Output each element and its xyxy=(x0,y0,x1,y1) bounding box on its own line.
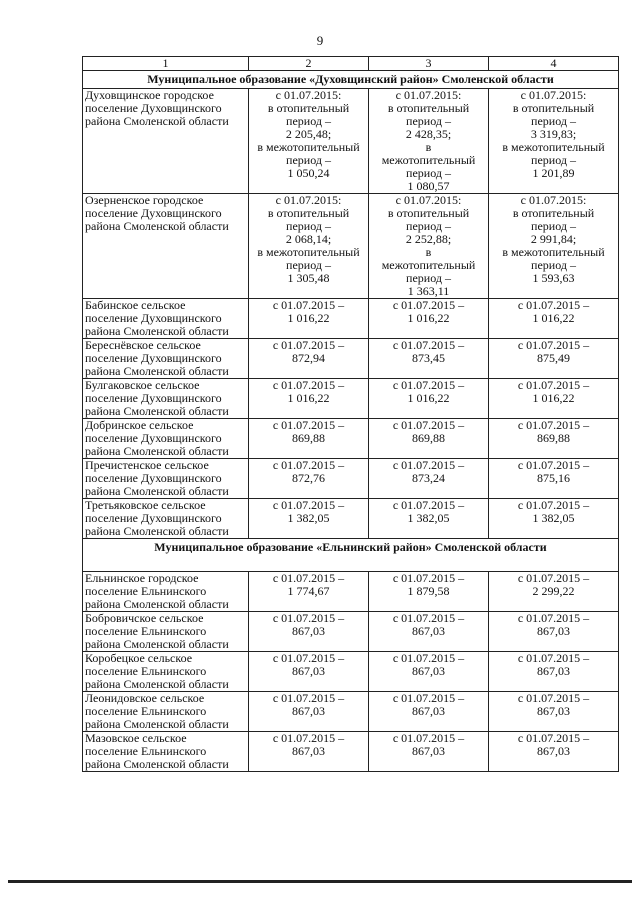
tariff-value-cell xyxy=(489,379,619,419)
tariff-value-line: 867,03 xyxy=(412,744,445,758)
tariff-value-cell xyxy=(369,652,489,692)
tariff-value-line: в xyxy=(425,245,432,259)
tariff-value-cell xyxy=(489,459,619,499)
settlement-name-line: поселение Духовщинского xyxy=(85,391,222,405)
tariff-value-line: 867,03 xyxy=(292,704,325,718)
settlement-name-cell xyxy=(83,379,249,419)
tariff-value-line: в отопительный xyxy=(267,206,350,220)
settlement-name-line: Коробецкое сельское xyxy=(85,651,193,665)
tariff-value-line: период – xyxy=(406,219,451,233)
tariff-value-line: 2 299,22 xyxy=(532,584,575,598)
tariff-value-line: период – xyxy=(531,153,576,167)
tariff-value-line: 867,03 xyxy=(292,624,325,638)
tariff-value-cell xyxy=(369,194,489,299)
settlement-name-line: Мазовское сельское xyxy=(85,731,187,745)
settlement-name-line: района Смоленской области xyxy=(85,637,229,651)
settlement-name-line: района Смоленской области xyxy=(85,677,229,691)
table-row xyxy=(83,692,619,732)
tariff-value-line: в межотопительный xyxy=(502,245,605,259)
tariff-value-line: 873,24 xyxy=(412,471,445,485)
tariff-value-line: с 01.07.2015 – xyxy=(272,731,345,745)
section-title: Муниципальное образование «Духовщинский район» Смоленской области xyxy=(83,71,619,89)
tariff-value-line: 1 016,22 xyxy=(532,311,575,325)
tariff-value-cell xyxy=(249,652,369,692)
tariff-value-line: с 01.07.2015 – xyxy=(392,378,465,392)
tariff-value-line: 869,88 xyxy=(537,431,570,445)
tariff-value-line: с 01.07.2015 – xyxy=(517,498,590,512)
tariff-value-line: 2 428,35; xyxy=(405,127,452,141)
tariff-value-line: 1 593,63 xyxy=(532,271,575,285)
tariff-value-cell xyxy=(249,612,369,652)
tariff-value-cell xyxy=(369,572,489,612)
tariff-value-cell xyxy=(489,732,619,772)
tariff-value-cell xyxy=(489,299,619,339)
settlement-name-line: Бабинское сельское xyxy=(85,298,186,312)
table-row xyxy=(83,419,619,459)
column-number-row xyxy=(83,57,619,71)
tariff-value-line: с 01.07.2015 – xyxy=(392,338,465,352)
tariff-value-cell xyxy=(249,194,369,299)
settlement-name-cell xyxy=(83,339,249,379)
tariff-value-line: с 01.07.2015 – xyxy=(517,731,590,745)
settlement-name-line: Пречистенское сельское xyxy=(85,458,209,472)
tariff-value-line: 1 382,05 xyxy=(532,511,575,525)
settlement-name-cell xyxy=(83,652,249,692)
tariff-value-cell xyxy=(489,572,619,612)
settlement-name-line: Бобровичское сельское xyxy=(85,611,204,625)
tariff-value-line: 1 016,22 xyxy=(287,311,330,325)
tariff-value-line: в xyxy=(425,140,432,154)
tariff-value-line: 867,03 xyxy=(412,664,445,678)
table-row xyxy=(83,652,619,692)
settlement-name-cell xyxy=(83,89,249,194)
tariff-value-cell xyxy=(369,612,489,652)
tariff-value-line: с 01.07.2015: xyxy=(520,88,587,102)
tariff-value-line: с 01.07.2015 – xyxy=(517,691,590,705)
settlement-name-cell xyxy=(83,459,249,499)
tariff-value-line: 1 382,05 xyxy=(407,511,450,525)
tariff-value-line: 1 080,57 xyxy=(407,179,450,193)
tariff-value-cell xyxy=(489,499,619,539)
table-row xyxy=(83,732,619,772)
tariff-value-line: с 01.07.2015 – xyxy=(392,298,465,312)
settlement-name-line: поселение Ельнинского xyxy=(85,744,207,758)
tariff-value-line: 869,88 xyxy=(412,431,445,445)
tariff-value-line: межотопительный xyxy=(381,258,476,272)
tariff-value-line: с 01.07.2015 – xyxy=(272,338,345,352)
section-header-row xyxy=(83,71,619,89)
tariff-value-cell xyxy=(369,459,489,499)
tariff-value-line: с 01.07.2015 – xyxy=(517,418,590,432)
settlement-name-line: поселение Духовщинского xyxy=(85,511,222,525)
tariff-value-line: с 01.07.2015: xyxy=(275,193,342,207)
tariff-value-cell xyxy=(249,459,369,499)
tariff-value-cell xyxy=(369,692,489,732)
settlement-name-line: района Смоленской области xyxy=(85,524,229,538)
tariff-value-line: с 01.07.2015: xyxy=(520,193,587,207)
footer-rule xyxy=(8,880,632,883)
settlement-name-cell xyxy=(83,419,249,459)
tariff-value-line: с 01.07.2015 – xyxy=(272,651,345,665)
tariff-value-line: 1 016,22 xyxy=(407,311,450,325)
settlement-name-line: Третьяковское сельское xyxy=(85,498,206,512)
tariff-value-line: с 01.07.2015 – xyxy=(392,651,465,665)
tariff-value-line: 872,94 xyxy=(292,351,325,365)
tariff-value-line: 867,03 xyxy=(292,744,325,758)
tariff-value-cell xyxy=(249,89,369,194)
tariff-value-cell xyxy=(249,379,369,419)
settlement-name-line: Духовщинское городское xyxy=(85,88,214,102)
tariff-value-line: 1 201,89 xyxy=(532,166,575,180)
tariff-value-line: в межотопительный xyxy=(257,245,360,259)
tariff-value-cell xyxy=(249,299,369,339)
tariff-value-line: с 01.07.2015 – xyxy=(272,611,345,625)
tariff-value-line: 867,03 xyxy=(537,704,570,718)
settlement-name-line: поселение Ельнинского xyxy=(85,664,207,678)
tariff-value-cell xyxy=(489,194,619,299)
table-row xyxy=(83,299,619,339)
settlement-name-line: поселение Духовщинского xyxy=(85,351,222,365)
settlement-name-line: поселение Ельнинского xyxy=(85,584,207,598)
tariff-value-line: 869,88 xyxy=(292,431,325,445)
tariff-value-line: в отопительный xyxy=(512,206,595,220)
tariff-value-line: период – xyxy=(406,166,451,180)
tariff-value-line: 1 050,24 xyxy=(287,166,330,180)
table-row xyxy=(83,379,619,419)
settlement-name-line: поселение Ельнинского xyxy=(85,624,207,638)
settlement-name-line: района Смоленской области xyxy=(85,404,229,418)
tariff-value-line: 867,03 xyxy=(537,624,570,638)
tariff-value-line: с 01.07.2015 – xyxy=(517,611,590,625)
tariff-value-line: с 01.07.2015 – xyxy=(272,378,345,392)
tariff-value-line: с 01.07.2015 – xyxy=(272,691,345,705)
tariff-value-line: с 01.07.2015 – xyxy=(517,338,590,352)
tariff-value-line: 1 382,05 xyxy=(287,511,330,525)
settlement-name-line: Береснёвское сельское xyxy=(85,338,201,352)
tariff-value-line: с 01.07.2015 – xyxy=(272,458,345,472)
tariff-value-cell xyxy=(489,652,619,692)
tariff-value-line: 867,03 xyxy=(292,664,325,678)
table-row xyxy=(83,89,619,194)
tariff-value-line: с 01.07.2015 – xyxy=(517,378,590,392)
table-row xyxy=(83,339,619,379)
tariff-value-line: межотопительный xyxy=(381,153,476,167)
tariff-value-cell xyxy=(249,732,369,772)
column-number: 1 xyxy=(83,57,249,71)
settlement-name-line: Булгаковское сельское xyxy=(85,378,200,392)
settlement-name-cell xyxy=(83,299,249,339)
tariff-value-line: с 01.07.2015: xyxy=(275,88,342,102)
tariff-value-line: с 01.07.2015 – xyxy=(392,611,465,625)
tariff-value-cell xyxy=(489,419,619,459)
tariff-value-cell xyxy=(369,89,489,194)
tariff-value-line: с 01.07.2015 – xyxy=(392,571,465,585)
tariff-value-line: 2 205,48; xyxy=(285,127,332,141)
tariff-value-line: в отопительный xyxy=(512,101,595,115)
tariff-value-line: 867,03 xyxy=(412,624,445,638)
tariff-value-cell xyxy=(489,339,619,379)
tariff-value-line: 1 016,22 xyxy=(287,391,330,405)
tariff-value-line: 2 991,84; xyxy=(530,232,577,246)
settlement-name-line: поселение Ельнинского xyxy=(85,704,207,718)
tariff-value-line: 1 879,58 xyxy=(407,584,450,598)
settlement-name-line: района Смоленской области xyxy=(85,114,229,128)
tariff-value-line: 867,03 xyxy=(537,744,570,758)
section-title: Муниципальное образование «Ельнинский район» Смоленской области xyxy=(83,539,619,572)
settlement-name-line: Леонидовское сельское xyxy=(85,691,205,705)
settlement-name-line: района Смоленской области xyxy=(85,324,229,338)
tariff-table-body xyxy=(83,57,619,772)
settlement-name-line: района Смоленской области xyxy=(85,364,229,378)
settlement-name-cell xyxy=(83,692,249,732)
tariff-value-cell xyxy=(489,692,619,732)
table-row xyxy=(83,612,619,652)
tariff-value-line: период – xyxy=(406,271,451,285)
tariff-value-line: с 01.07.2015 – xyxy=(392,731,465,745)
settlement-name-line: поселение Духовщинского xyxy=(85,101,222,115)
settlement-name-line: района Смоленской области xyxy=(85,219,229,233)
tariff-value-line: с 01.07.2015 – xyxy=(517,458,590,472)
settlement-name-cell xyxy=(83,499,249,539)
table-row xyxy=(83,194,619,299)
settlement-name-line: поселение Духовщинского xyxy=(85,471,222,485)
settlement-name-line: Добринское сельское xyxy=(85,418,194,432)
tariff-value-line: с 01.07.2015 – xyxy=(517,571,590,585)
tariff-value-line: с 01.07.2015 – xyxy=(392,458,465,472)
tariff-value-line: с 01.07.2015 – xyxy=(272,418,345,432)
tariff-value-line: период – xyxy=(406,114,451,128)
settlement-name-line: Озерненское городское xyxy=(85,193,204,207)
settlement-name-line: поселение Духовщинского xyxy=(85,311,222,325)
settlement-name-line: района Смоленской области xyxy=(85,444,229,458)
tariff-value-cell xyxy=(249,572,369,612)
tariff-value-cell xyxy=(369,339,489,379)
settlement-name-line: района Смоленской области xyxy=(85,597,229,611)
tariff-value-line: 867,03 xyxy=(537,664,570,678)
section-header-row xyxy=(83,539,619,572)
tariff-value-line: в межотопительный xyxy=(502,140,605,154)
tariff-value-line: с 01.07.2015: xyxy=(395,193,462,207)
settlement-name-cell xyxy=(83,612,249,652)
tariff-value-line: период – xyxy=(286,114,331,128)
column-number: 2 xyxy=(249,57,369,71)
settlement-name-line: района Смоленской области xyxy=(85,717,229,731)
tariff-value-cell xyxy=(249,499,369,539)
tariff-value-line: 1 016,22 xyxy=(532,391,575,405)
table-row xyxy=(83,459,619,499)
tariff-value-line: в межотопительный xyxy=(257,140,360,154)
tariff-value-line: период – xyxy=(286,258,331,272)
tariff-value-cell xyxy=(369,299,489,339)
tariff-value-line: с 01.07.2015 – xyxy=(392,691,465,705)
tariff-value-line: в отопительный xyxy=(387,101,470,115)
settlement-name-cell xyxy=(83,732,249,772)
tariff-value-line: 1 016,22 xyxy=(407,391,450,405)
tariff-value-line: 875,16 xyxy=(537,471,570,485)
tariff-value-line: 867,03 xyxy=(412,704,445,718)
settlement-name-line: района Смоленской области xyxy=(85,757,229,771)
table-row xyxy=(83,572,619,612)
tariff-value-cell xyxy=(249,419,369,459)
tariff-value-line: в отопительный xyxy=(267,101,350,115)
tariff-value-line: с 01.07.2015 – xyxy=(272,498,345,512)
tariff-value-line: период – xyxy=(531,114,576,128)
tariff-value-line: 1 363,11 xyxy=(407,284,450,298)
settlement-name-line: поселение Духовщинского xyxy=(85,206,222,220)
tariff-value-line: 2 068,14; xyxy=(285,232,332,246)
tariff-value-cell xyxy=(369,379,489,419)
tariff-value-line: период – xyxy=(286,153,331,167)
column-number: 4 xyxy=(489,57,619,71)
settlement-name-cell xyxy=(83,194,249,299)
tariff-value-line: 1 774,67 xyxy=(287,584,330,598)
tariff-value-line: 873,45 xyxy=(412,351,445,365)
tariff-value-line: с 01.07.2015 – xyxy=(392,418,465,432)
settlement-name-line: поселение Духовщинского xyxy=(85,431,222,445)
tariff-value-line: с 01.07.2015 – xyxy=(517,298,590,312)
settlement-name-line: района Смоленской области xyxy=(85,484,229,498)
tariff-value-cell xyxy=(369,419,489,459)
tariff-value-line: 2 252,88; xyxy=(405,232,452,246)
tariff-value-line: период – xyxy=(531,219,576,233)
tariff-value-line: 875,49 xyxy=(537,351,570,365)
settlement-name-cell xyxy=(83,572,249,612)
table-row xyxy=(83,499,619,539)
tariff-value-line: с 01.07.2015 – xyxy=(392,498,465,512)
tariff-value-line: с 01.07.2015 – xyxy=(272,571,345,585)
tariff-value-line: с 01.07.2015 – xyxy=(517,651,590,665)
tariff-value-cell xyxy=(369,499,489,539)
tariff-value-line: 1 305,48 xyxy=(287,271,330,285)
tariff-value-line: период – xyxy=(531,258,576,272)
tariff-value-line: с 01.07.2015: xyxy=(395,88,462,102)
tariff-value-cell xyxy=(249,692,369,732)
tariff-value-line: 872,76 xyxy=(292,471,325,485)
tariff-value-line: 3 319,83; xyxy=(530,127,577,141)
settlement-name-line: Ельнинское городское xyxy=(85,571,199,585)
tariff-value-line: с 01.07.2015 – xyxy=(272,298,345,312)
page-number: 9 xyxy=(316,33,324,48)
tariff-table xyxy=(82,56,619,772)
tariff-value-cell xyxy=(489,89,619,194)
tariff-value-cell xyxy=(369,732,489,772)
tariff-value-line: в отопительный xyxy=(387,206,470,220)
tariff-value-line: период – xyxy=(286,219,331,233)
tariff-value-cell xyxy=(489,612,619,652)
tariff-value-cell xyxy=(249,339,369,379)
column-number: 3 xyxy=(369,57,489,71)
